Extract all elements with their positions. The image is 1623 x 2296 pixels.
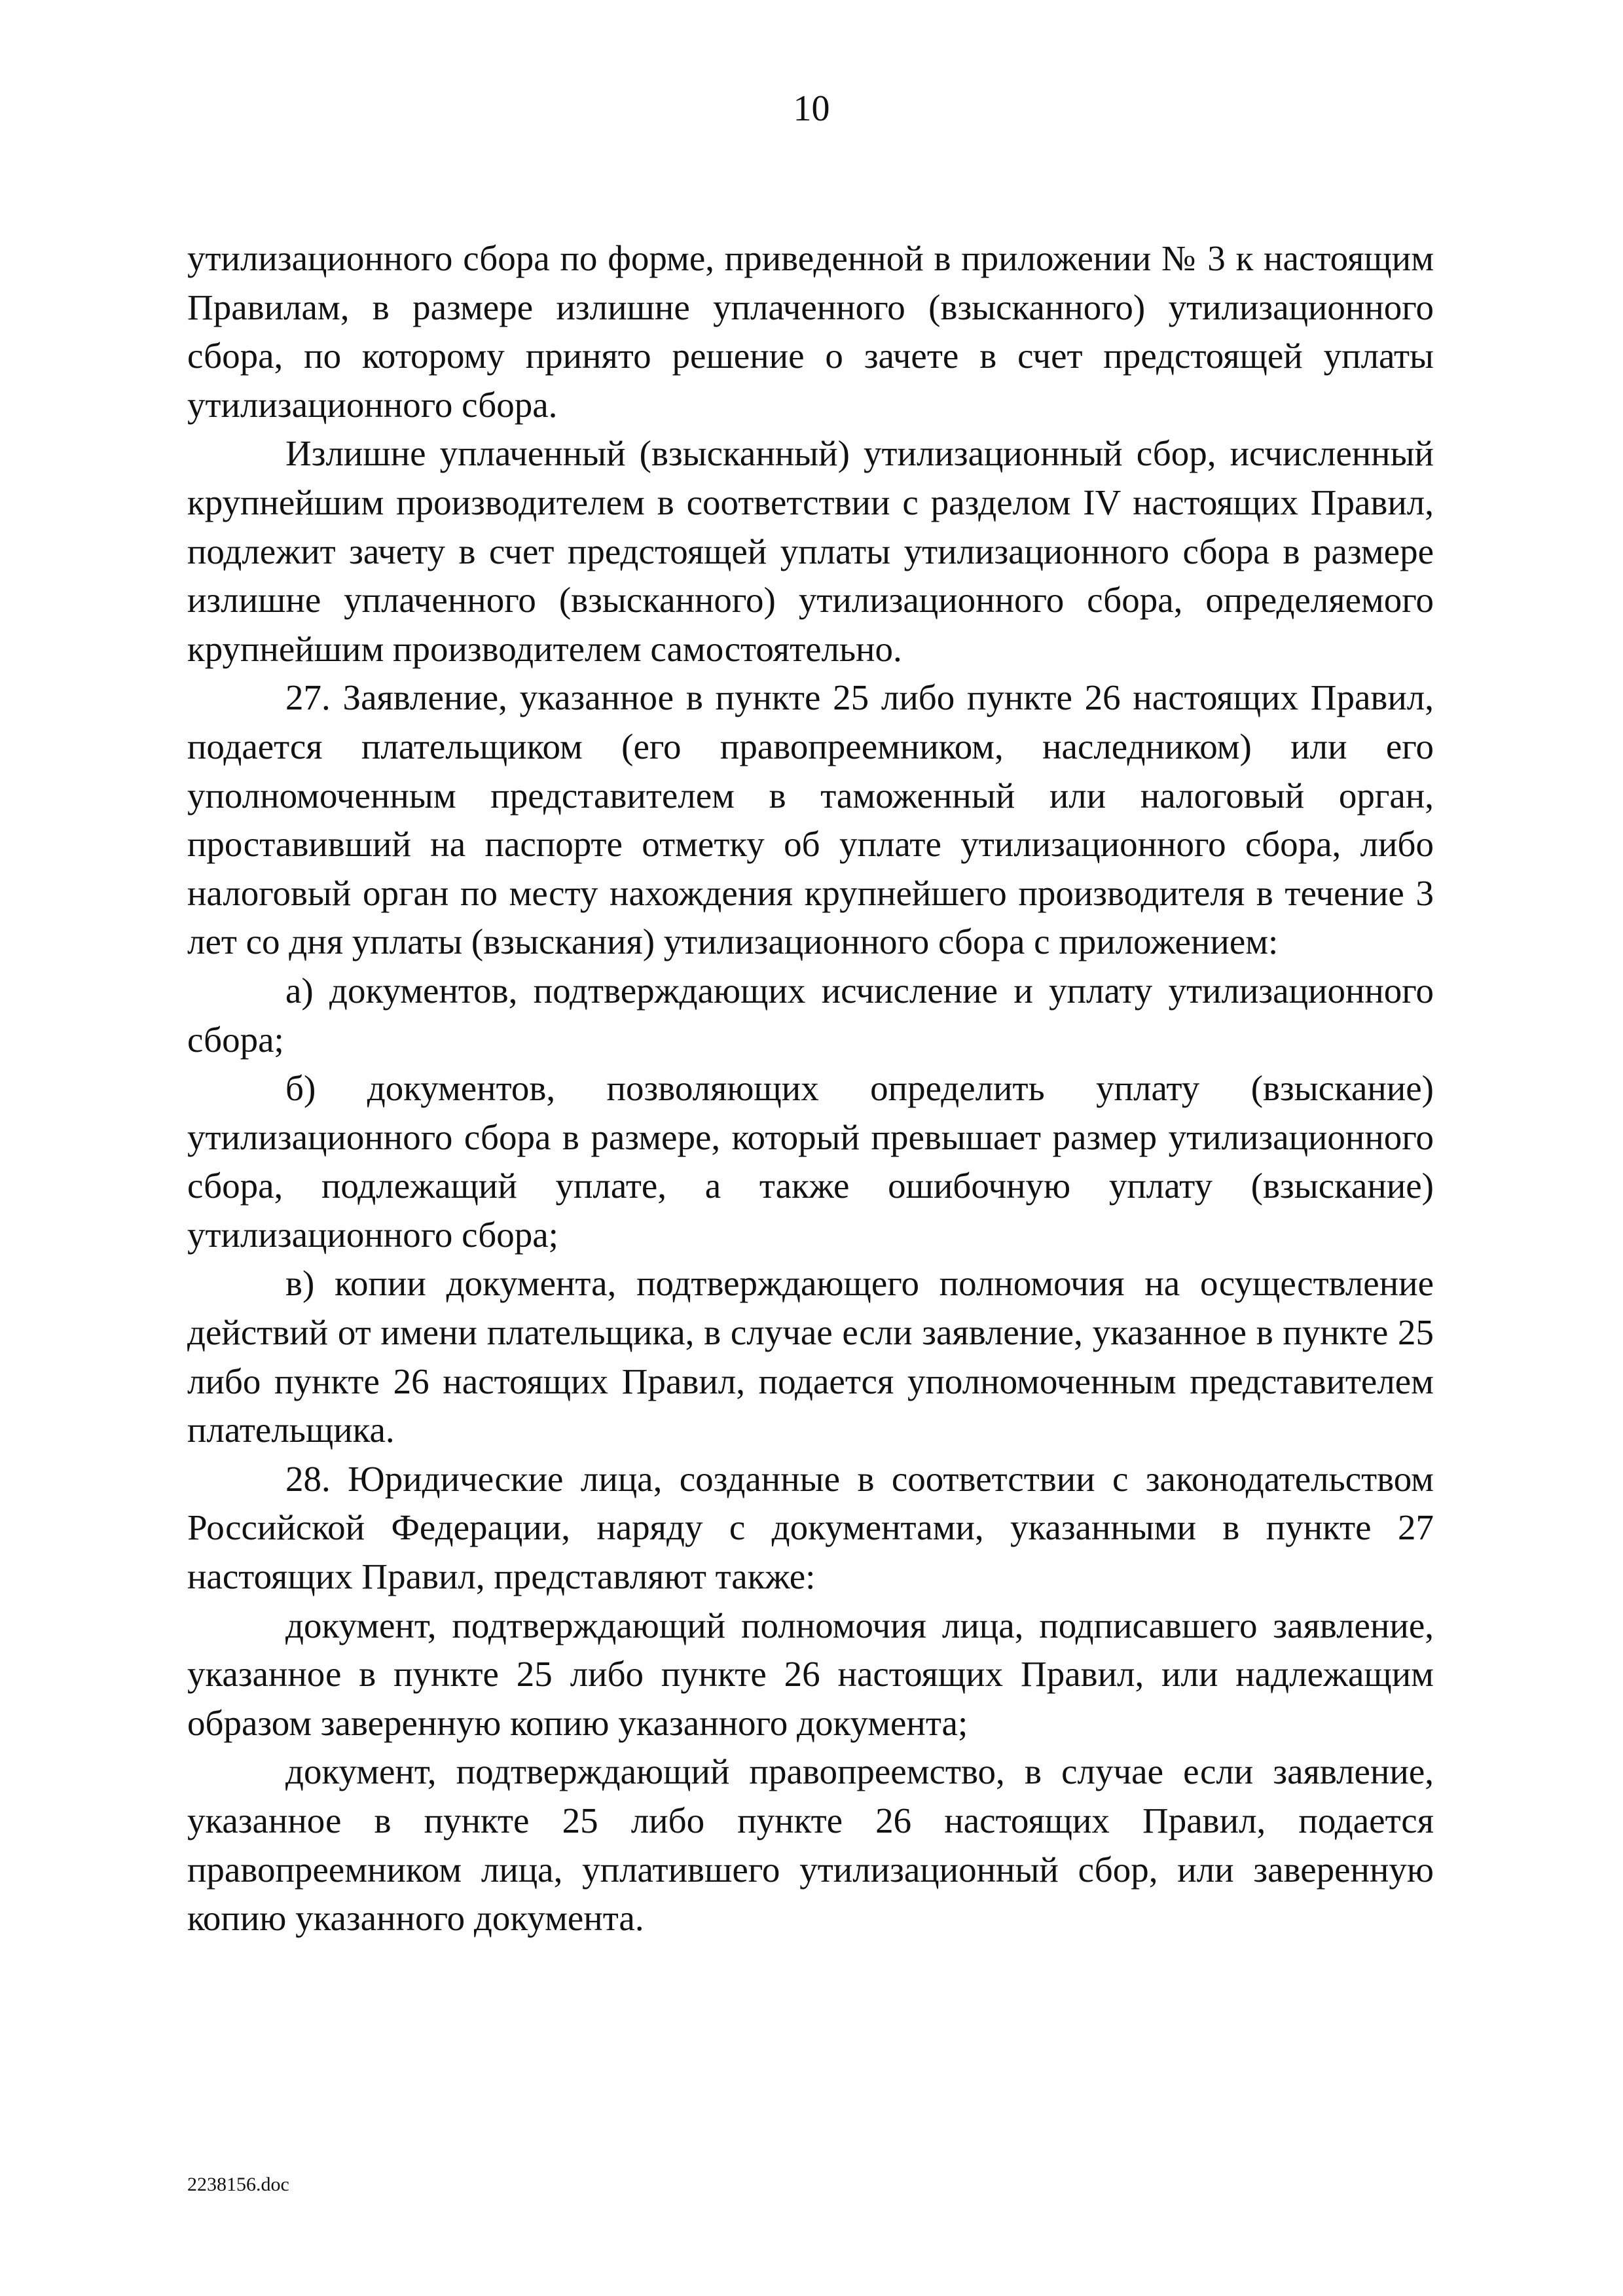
paragraph-clause-27-item-v: в) копии документа, подтверждающего полномочия на осуществление действий от имени плательщика, в случае если заявление, указанное в пункте 25 либо пункте 26 настоящих Правил, подается уполномоченным представителем плательщика. — [187, 1263, 1434, 1450]
paragraph-clause-27-item-a: а) документов, подтверждающих исчисление и уплату утилизационного сбора; — [187, 970, 1434, 1060]
paragraph-clause-27: 27. Заявление, указанное в пункте 25 либо пункте 26 настоящих Правил, подается плательщиком (его правопреемником, наследником) или его уполномоченным представителем в таможенный или налоговый орган, проставивший на паспорте отметку об уплате утилизационного сбора, либо налоговый орган по месту нахождения крупнейшего производителя в течение 3 лет со дня уплаты (взыскания) утилизационного сбора с приложением: — [187, 677, 1434, 962]
paragraph-clause-27-item-b: б) документов, позволяющих определить уплату (взыскание) утилизационного сбора в размере, который превышает размер утилизационного сбора, подлежащий уплате, а также ошибочную уплату (взыскание) утилизационного сбора; — [187, 1068, 1434, 1255]
paragraph-clause-28: 28. Юридические лица, созданные в соответствии с законодательством Российской Федерации, наряду с документами, указанными в пункте 27 настоящих Правил, представляют также: — [187, 1458, 1434, 1597]
paragraph-clause-28-succession-document: документ, подтверждающий правопреемство, в случае если заявление, указанное в пункте 25 либо пункте 26 настоящих Правил, подается правопреемником лица, уплатившего утилизационный сбор, или заверенную копию указанного документа. — [187, 1751, 1434, 1939]
footer-document-code: 2238156.doc — [187, 2174, 289, 2195]
paragraph-clause-28-authority-document: документ, подтверждающий полномочия лица, подписавшего заявление, указанное в пункте 25 либо пункте 26 настоящих Правил, или надлежащим образом заверенную копию указанного документа; — [187, 1605, 1434, 1743]
document-body — [187, 234, 1434, 1943]
paragraph-continuation: утилизационного сбора по форме, приведенной в приложении № 3 к настоящим Правилам, в размере излишне уплаченного (взысканного) утилизационного сбора, по которому принято решение о зачете в счет предстоящей уплаты утилизационного сбора. — [187, 238, 1434, 425]
paragraph-overpaid-fee-offset: Излишне уплаченный (взысканный) утилизационный сбор, исчисленный крупнейшим производителем в соответствии с разделом IV настоящих Правил, подлежит зачету в счет предстоящей уплаты утилизационного сбора в размере излишне уплаченного (взысканного) утилизационного сбора, определяемого крупнейшим производителем самостоятельно. — [187, 433, 1434, 669]
page-number: 10 — [793, 88, 830, 129]
